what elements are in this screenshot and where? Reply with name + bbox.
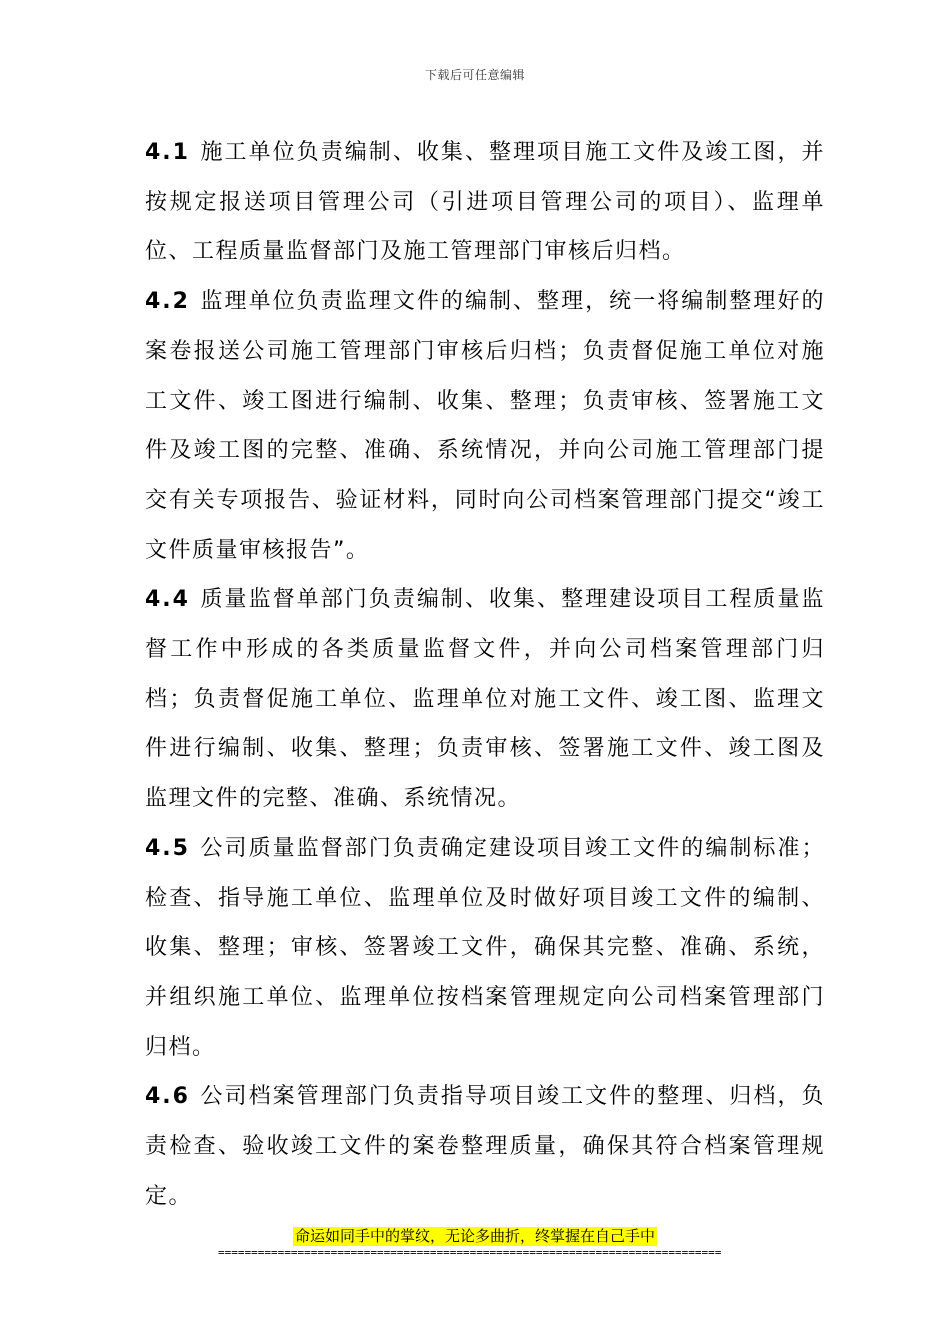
clause-text: 公司质量监督部门负责确定建设项目竣工文件的编制标准；检查、指导施工单位、监理单位及时做好项目竣工文件的编制、收集、整理；审核、签署竣工文件，确保其完整、准确、系统，并组织施工单位、监理单位按档案管理规定向公司档案管理部门归档。 xyxy=(145,835,825,1060)
clause-number: 4.6 xyxy=(145,1084,190,1110)
clause-number: 4.1 xyxy=(145,140,190,165)
paragraph-4-4 xyxy=(145,575,825,824)
footer-rule: ============================================================================ xyxy=(218,1246,722,1259)
document-body xyxy=(145,128,825,1221)
paragraph-4-5 xyxy=(145,824,825,1073)
clause-text: 公司档案管理部门负责指导项目竣工文件的整理、归档，负责检查、验收竣工文件的案卷整理质量，确保其符合档案管理规定。 xyxy=(145,1084,825,1209)
paragraph-4-2 xyxy=(145,277,825,575)
page-header-note: 下载后可任意编辑 xyxy=(424,68,525,82)
clause-number: 4.5 xyxy=(145,835,190,861)
clause-number: 4.2 xyxy=(145,289,190,315)
paragraph-4-1 xyxy=(145,128,825,277)
clause-number: 4.4 xyxy=(145,587,190,613)
clause-text: 质量监督单部门负责编制、收集、整理建设项目工程质量监督工作中形成的各类质量监督文件，并向公司档案管理部门归档；负责督促施工单位、监理单位对施工文件、竣工图、监理文件进行编制、收集、整理；负责审核、签署施工文件、竣工图及监理文件的完整、准确、系统情况。 xyxy=(145,587,825,812)
footer-motto-text: 命运如同手中的掌纹，无论多曲折，终掌握在自己手中 xyxy=(294,1227,655,1245)
clause-text: 施工单位负责编制、收集、整理项目施工文件及竣工图，并按规定报送项目管理公司（引进项目管理公司的项目）、监理单位、工程质量监督部门及施工管理部门审核后归档。 xyxy=(145,140,825,265)
paragraph-4-6 xyxy=(145,1072,825,1221)
clause-text: 监理单位负责监理文件的编制、整理，统一将编制整理好的案卷报送公司施工管理部门审核后归档；负责督促施工单位对施工文件、竣工图进行编制、收集、整理；负责审核、签署施工文件及竣工图的完整、准确、系统情况，并向公司施工管理部门提交有关专项报告、验证材料，同时向公司档案管理部门提交“竣工文件质量审核报告”。 xyxy=(145,289,825,563)
footer-motto xyxy=(0,1227,950,1246)
